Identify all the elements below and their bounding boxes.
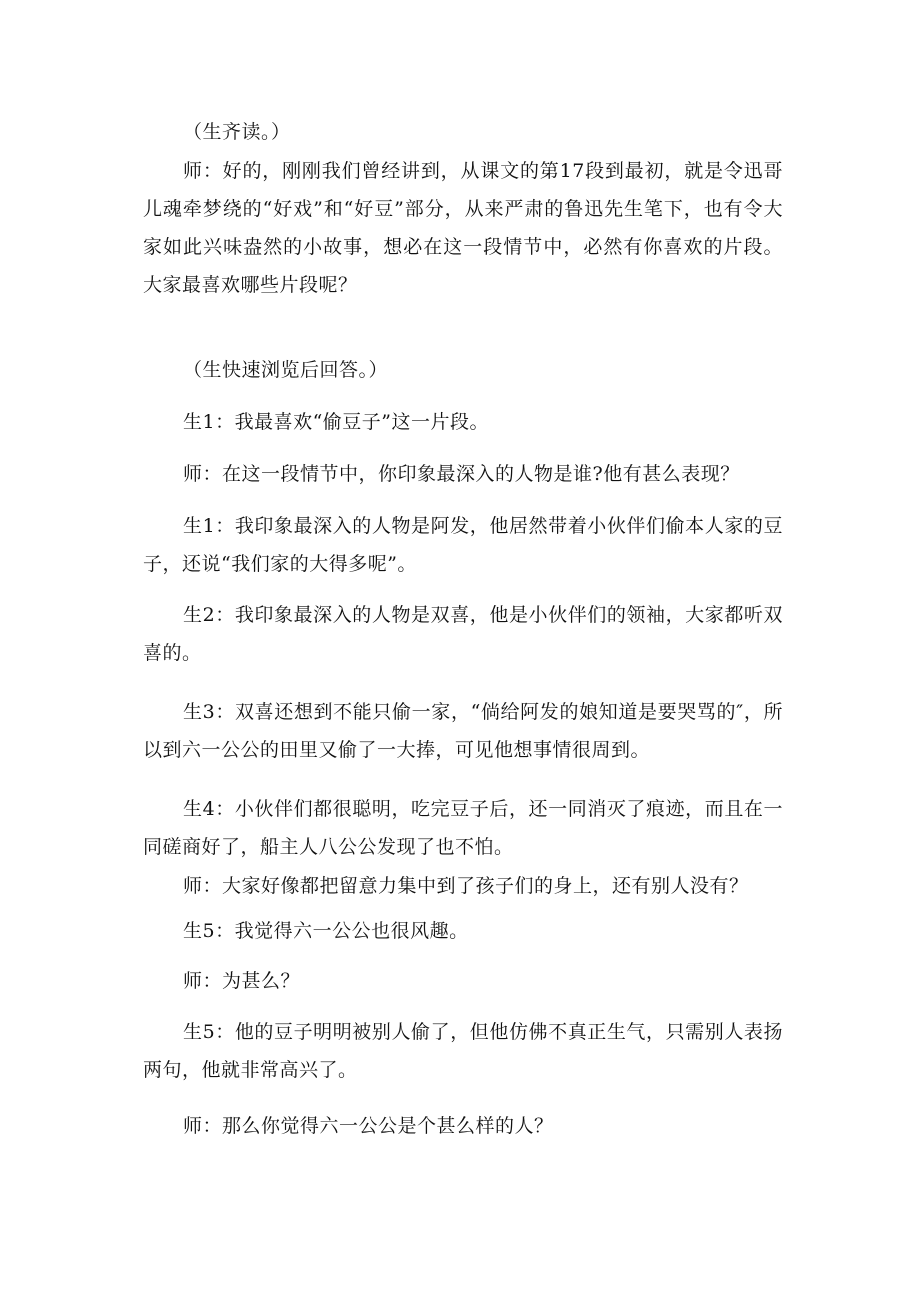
paragraph-4: 生1：我最喜欢“偷豆子”这一片段。 — [183, 411, 490, 433]
paragraph-6: 生1：我印象最深入的人物是阿发，他居然带着小伙伴们偷本人家的豆子，还说“我们家的大得多呢”。 — [143, 515, 783, 575]
paragraph-12: 师：为甚么？ — [183, 970, 301, 992]
paragraph-1: （生齐读。） — [183, 121, 291, 143]
paragraph-11: 生5：我觉得六一公公也很风趣。 — [183, 920, 469, 942]
paragraph-8: 生3：双喜还想到不能只偷一家，“倘给阿发的娘知道是要哭骂的″，所以到六一公公的田里又偷了一大捧，可见他想事情很周到。 — [143, 701, 783, 761]
paragraph-13: 生5：他的豆子明明被别人偷了，但他仿佛不真正生气，只需别人表扬两句，他就非常高兴了。 — [143, 1021, 783, 1081]
paragraph-7: 生2：我印象最深入的人物是双喜，他是小伙伴们的领袖，大家都听双喜的。 — [143, 604, 783, 664]
paragraph-14: 师：那么你觉得六一公公是个甚么样的人？ — [183, 1115, 554, 1137]
paragraph-5: 师：在这一段情节中，你印象最深入的人物是谁?他有甚么表现？ — [183, 463, 740, 485]
paragraph-9: 生4：小伙伴们都很聪明，吃完豆子后，还一同消灭了痕迹，而且在一同磋商好了，船主人八公公发现了也不怕。 — [143, 798, 783, 858]
paragraph-10: 师：大家好像都把留意力集中到了孩子们的身上，还有别人没有？ — [183, 875, 749, 897]
paragraph-3: （生快速浏览后回答。） — [183, 359, 389, 381]
paragraph-2: 师：好的，刚刚我们曾经讲到，从课文的第17段到最初，就是令迅哥儿魂牵梦绕的“好戏”和“好豆”部分，从来严肃的鲁迅先生笔下，也有令大家如此兴味盎然的小故事，想必在这一段情节中，必然有你喜欢的片段。大家最喜欢哪些片段呢？ — [143, 160, 783, 296]
